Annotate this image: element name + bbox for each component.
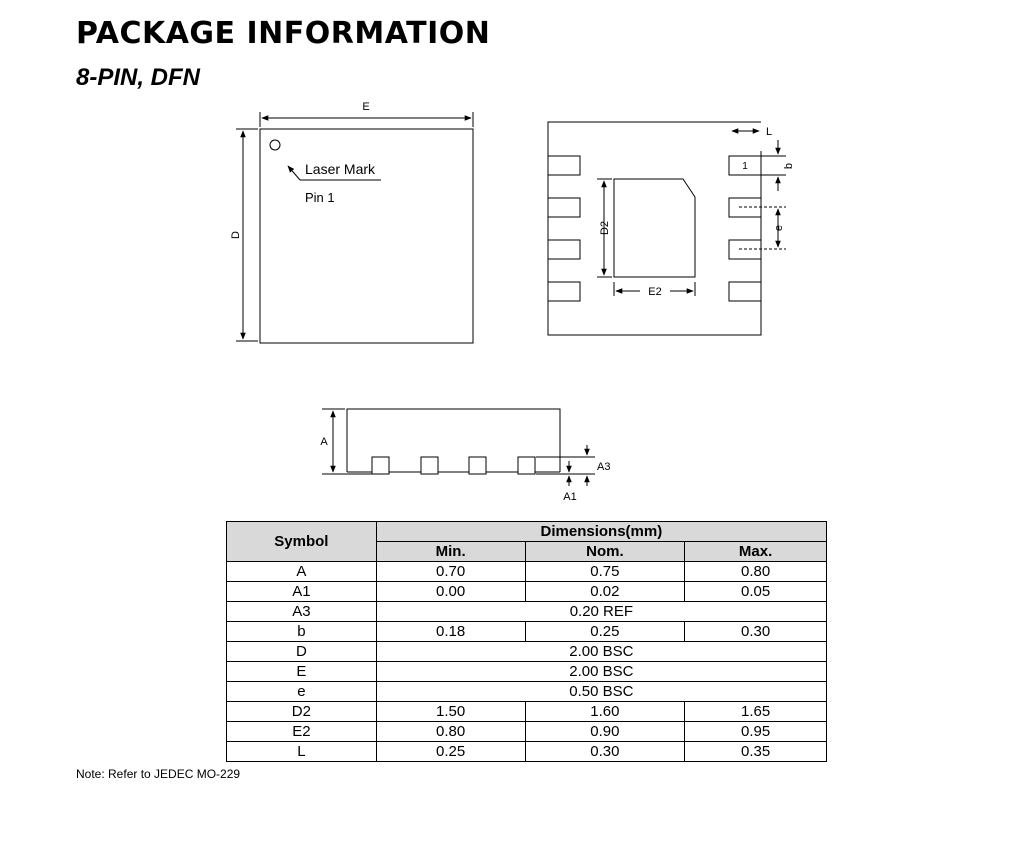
span-value-cell: 2.00 BSC (376, 662, 826, 682)
laser-mark-label: Laser Mark (305, 161, 376, 177)
nom-cell: 0.90 (525, 722, 685, 742)
pin1-marker (270, 140, 280, 150)
top-view (236, 112, 473, 343)
left-pad (548, 282, 580, 301)
symbol-cell: E (227, 662, 377, 682)
min-cell: 0.80 (376, 722, 525, 742)
page-title: PACKAGE INFORMATION (76, 16, 491, 51)
table-row (227, 562, 827, 582)
nom-cell: 1.60 (525, 702, 685, 722)
max-cell: 1.65 (685, 702, 827, 722)
max-cell: 0.95 (685, 722, 827, 742)
max-cell: 0.05 (685, 582, 827, 602)
symbol-cell: D2 (227, 702, 377, 722)
symbol-cell: b (227, 622, 377, 642)
pin1-label: Pin 1 (305, 190, 335, 205)
nom-cell: 0.30 (525, 742, 685, 762)
max-cell: 0.80 (685, 562, 827, 582)
pin-number-label: 1 (742, 161, 748, 172)
bottom-view (548, 122, 786, 335)
nom-cell: 0.02 (525, 582, 685, 602)
min-cell: 1.50 (376, 702, 525, 722)
span-value-cell: 0.50 BSC (376, 682, 826, 702)
max-cell: 0.30 (685, 622, 827, 642)
symbol-cell: A (227, 562, 377, 582)
dimensions-table (226, 521, 827, 762)
symbol-cell: e (227, 682, 377, 702)
exposed-pad (614, 179, 695, 277)
dim-a3-label: A3 (597, 461, 611, 473)
dim-a1-label: A1 (563, 491, 577, 503)
symbol-cell: D (227, 642, 377, 662)
table-row (227, 742, 827, 762)
dim-l-label: L (766, 126, 773, 138)
nom-cell: 0.75 (525, 562, 685, 582)
dimensions-header: Dimensions(mm) (376, 522, 826, 542)
nom-cell: 0.25 (525, 622, 685, 642)
symbol-cell: A3 (227, 602, 377, 622)
symbol-cell: L (227, 742, 377, 762)
dim-e2-label: E2 (648, 286, 662, 298)
span-value-cell: 0.20 REF (376, 602, 826, 622)
dim-e-pitch-label: e (773, 224, 785, 232)
symbol-header: Symbol (227, 522, 377, 562)
dim-b-label: b (783, 162, 795, 170)
min-cell: 0.25 (376, 742, 525, 762)
side-view (322, 409, 595, 486)
side-lead (518, 457, 535, 474)
side-lead (372, 457, 389, 474)
max-cell: 0.35 (685, 742, 827, 762)
package-subtitle: 8-PIN, DFN (76, 64, 201, 91)
nom-header: Nom. (525, 542, 685, 562)
side-lead (421, 457, 438, 474)
bottom-view-body (548, 122, 761, 335)
right-pad (729, 282, 761, 301)
table-row (227, 602, 827, 622)
min-header: Min. (376, 542, 525, 562)
left-pad (548, 156, 580, 175)
min-cell: 0.18 (376, 622, 525, 642)
jedec-note: Note: Refer to JEDEC MO-229 (76, 767, 241, 781)
table-row (227, 722, 827, 742)
table-row (227, 582, 827, 602)
symbol-cell: E2 (227, 722, 377, 742)
table-row (227, 642, 827, 662)
table-row (227, 662, 827, 682)
symbol-cell: A1 (227, 582, 377, 602)
dim-a-label: A (320, 436, 328, 448)
table-row (227, 622, 827, 642)
max-header: Max. (685, 542, 827, 562)
dim-d-label: D (230, 231, 242, 239)
min-cell: 0.00 (376, 582, 525, 602)
min-cell: 0.70 (376, 562, 525, 582)
table-row (227, 682, 827, 702)
side-lead (469, 457, 486, 474)
span-value-cell: 2.00 BSC (376, 642, 826, 662)
side-view-body (347, 409, 560, 472)
dim-d2-label: D2 (599, 220, 611, 236)
left-pad (548, 198, 580, 217)
table-row (227, 702, 827, 722)
left-pad (548, 240, 580, 259)
dim-e-label: E (362, 101, 370, 113)
